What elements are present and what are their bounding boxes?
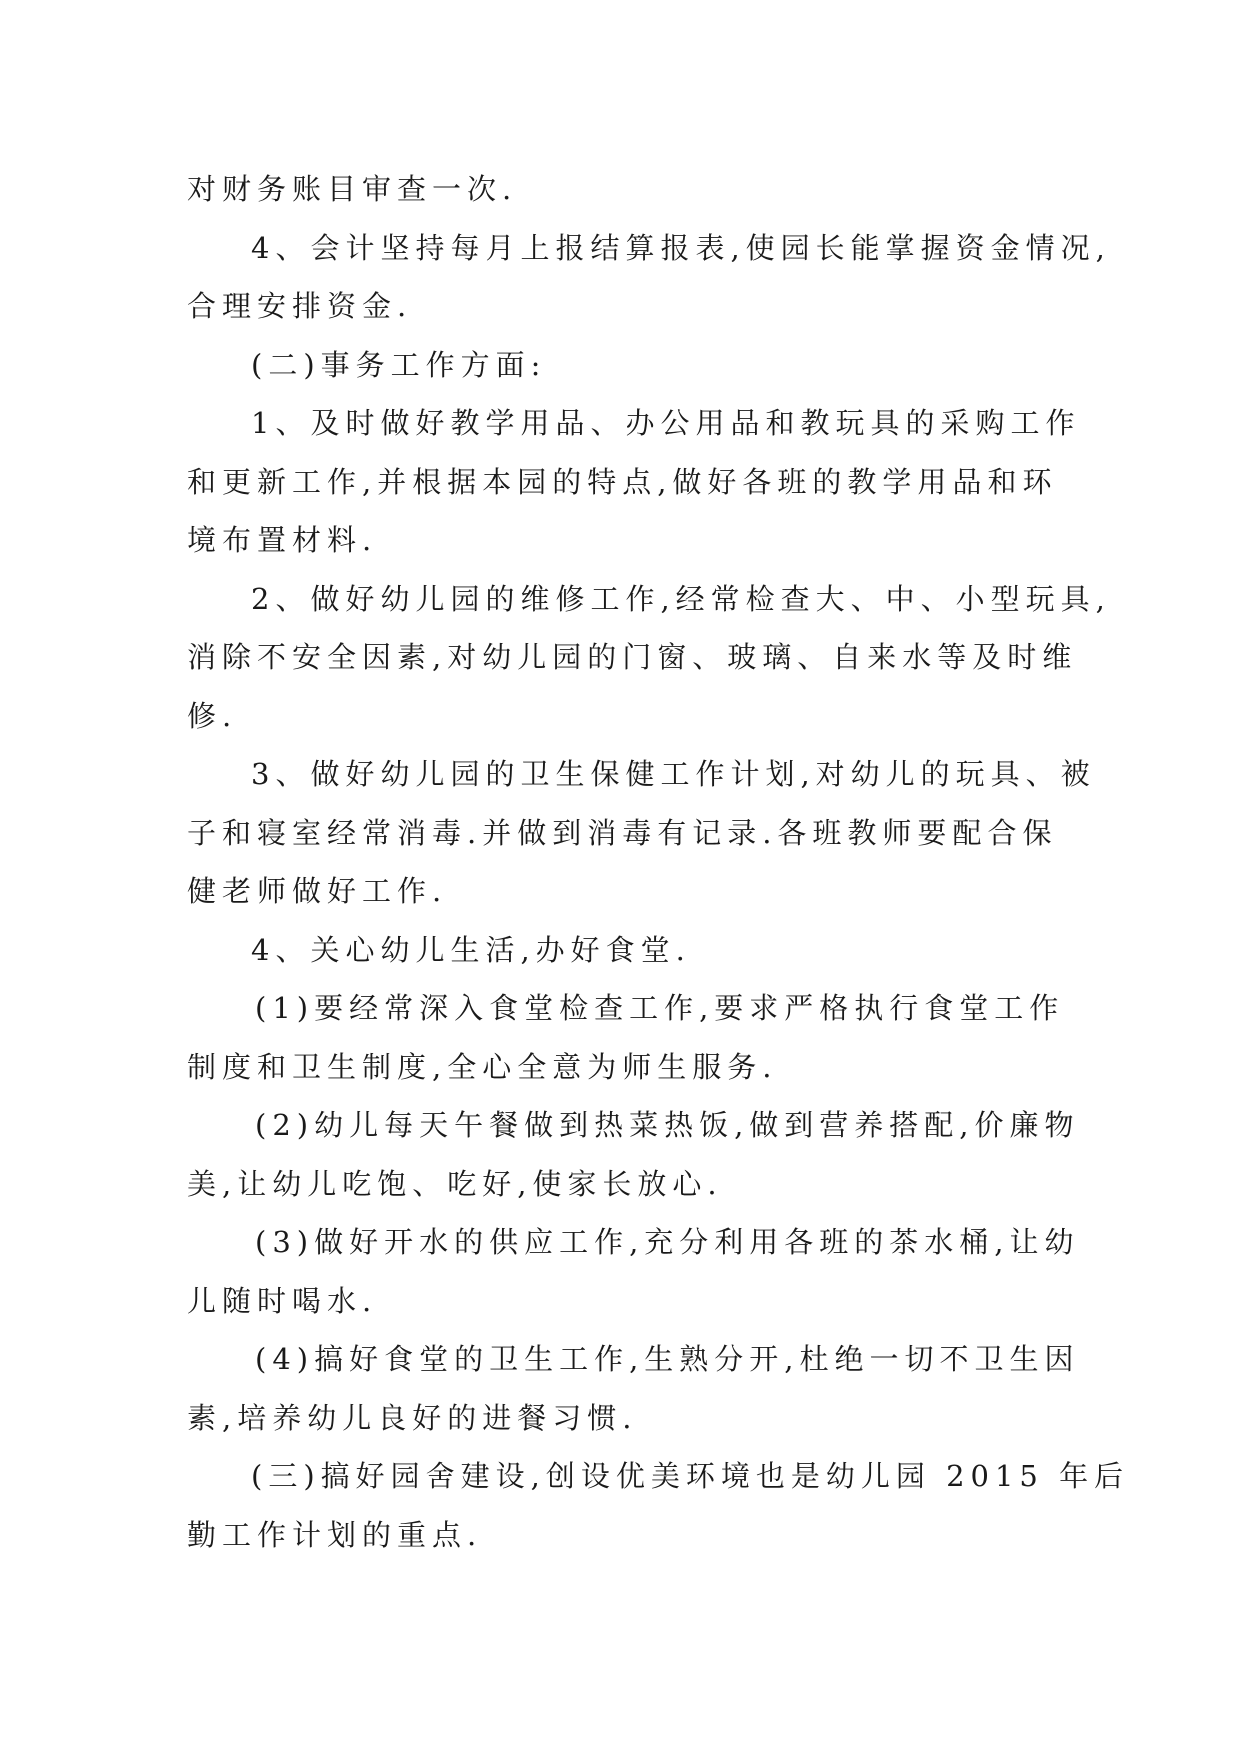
section-heading: (三)搞好园舍建设,创设优美环境也是幼儿园 2015 年后: [251, 1459, 1130, 1493]
text-line: 健老师做好工作.: [187, 874, 448, 908]
text-line: 3、做好幼儿园的卫生保健工作计划,对幼儿的玩具、被: [251, 757, 1096, 791]
text-line: 修.: [187, 698, 238, 733]
text-line: 素,培养幼儿良好的进餐习惯.: [187, 1400, 638, 1435]
text-line: (2)幼儿每天午餐做到热菜热饭,做到营养搭配,价廉物: [255, 1108, 1080, 1142]
section-heading: (二)事务工作方面:: [251, 347, 547, 382]
text-line: 子和寝室经常消毒.并做到消毒有记录.各班教师要配合保: [187, 815, 1058, 850]
text-line: 消除不安全因素,对幼儿园的门窗、玻璃、自来水等及时维: [187, 640, 1078, 674]
text-line: 4、会计坚持每月上报结算报表,使园长能掌握资金情况,: [251, 230, 1111, 265]
text-line: 儿随时喝水.: [187, 1283, 378, 1318]
text-line: 和更新工作,并根据本园的特点,做好各班的教学用品和环: [187, 464, 1058, 499]
text-line: 4、关心幼儿生活,办好食堂.: [251, 932, 691, 967]
text-line: 美,让幼儿吃饱、吃好,使家长放心.: [187, 1166, 723, 1201]
text-line: 2、做好幼儿园的维修工作,经常检查大、中、小型玩具,: [251, 581, 1111, 616]
text-line: 对财务账目审查一次.: [187, 172, 518, 206]
text-line: 勤工作计划的重点.: [187, 1517, 483, 1552]
text-line: 合理安排资金.: [187, 289, 413, 323]
text-line: (3)做好开水的供应工作,充分利用各班的茶水桶,让幼: [255, 1225, 1080, 1259]
text-line: 制度和卫生制度,全心全意为师生服务.: [187, 1049, 778, 1084]
text-line: 境布置材料.: [187, 523, 378, 557]
text-line: (4)搞好食堂的卫生工作,生熟分开,杜绝一切不卫生因: [255, 1342, 1080, 1376]
text-line: (1)要经常深入食堂检查工作,要求严格执行食堂工作: [255, 991, 1065, 1025]
document-body: [187, 160, 1130, 1564]
text-line: 1、及时做好教学用品、办公用品和教玩具的采购工作: [251, 406, 1081, 440]
